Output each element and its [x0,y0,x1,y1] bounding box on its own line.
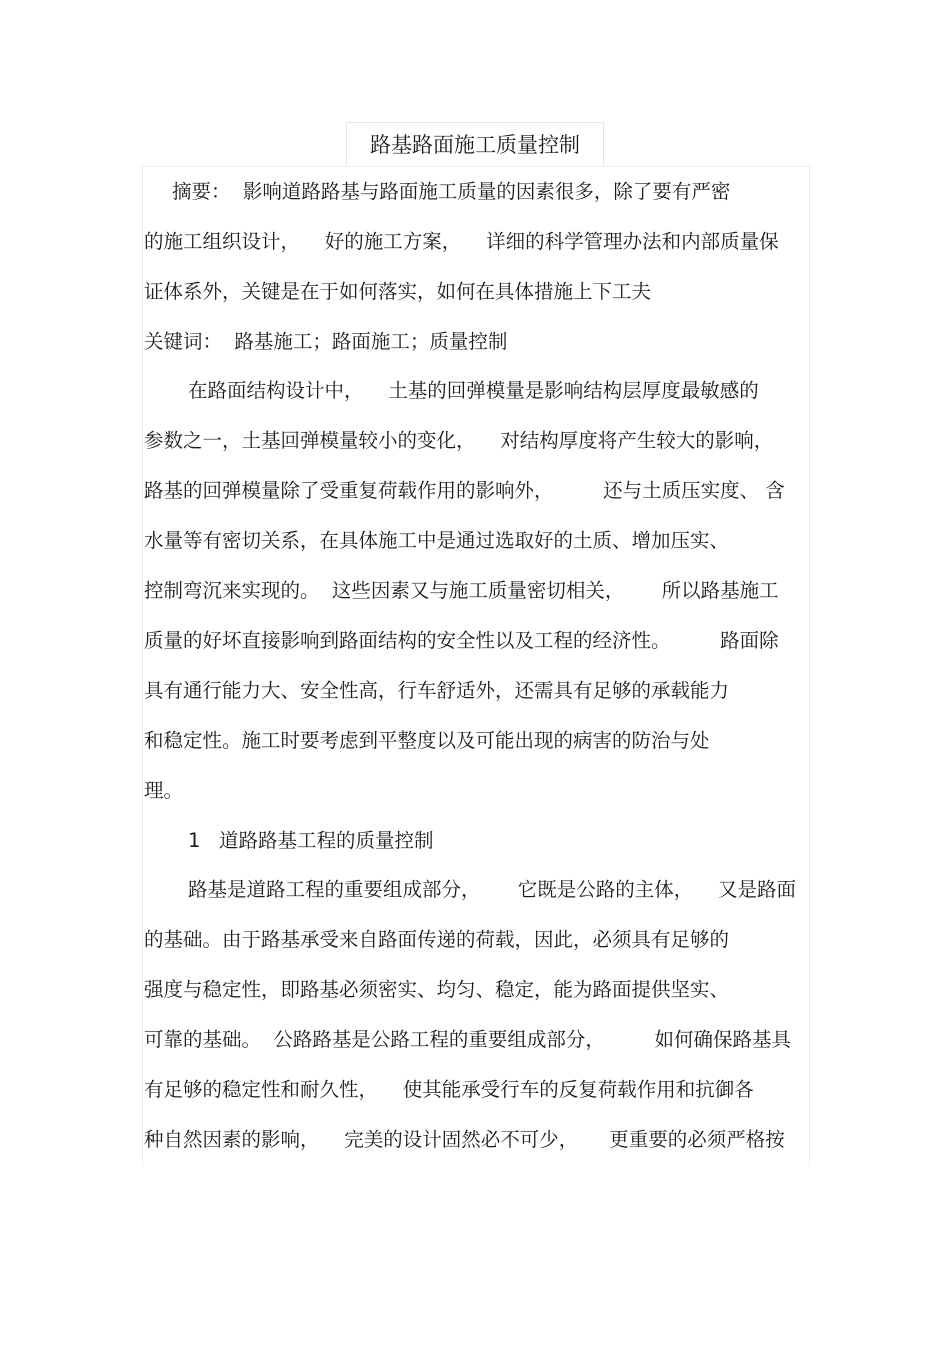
paragraph-line: 控制弯沉来实现的。 这些因素又与施工质量密切相关， 所以路基施工 [144,579,779,602]
abstract-line-3: 证体系外，关键是在于如何落实，如何在具体措施上下工夫 [144,280,652,303]
paragraph-line: 水量等有密切关系，在具体施工中是通过选取好的土质、增加压实、 [144,529,730,552]
section-heading: 1 道路路基工程的质量控制 [188,829,434,852]
paragraph-line: 路基是道路工程的重要组成部分， 它既是公路的主体， 又是路面 [188,878,796,901]
paragraph-line: 和稳定性。施工时要考虑到平整度以及可能出现的病害的防治与处 [144,729,710,752]
keywords-line: 关键词： 路基施工；路面施工；质量控制 [144,330,508,353]
paragraph-line: 参数之一，土基回弹模量较小的变化， 对结构厚度将产生较大的影响， [144,429,774,452]
paragraph-line: 种自然因素的影响， 完美的设计固然必不可少， 更重要的必须严格按 [144,1128,785,1151]
body-frame [142,166,810,1166]
document-title: 路基路面施工质量控制 [370,133,580,157]
paragraph-line: 具有通行能力大、安全性高，行车舒适外，还需具有足够的承载能力 [144,679,730,702]
paragraph-line: 可靠的基础。 公路路基是公路工程的重要组成部分， 如何确保路基具 [144,1028,791,1051]
paragraph-line: 质量的好坏直接影响到路面结构的安全性以及工程的经济性。 路面除 [144,629,779,652]
paragraph-line: 理。 [144,779,184,802]
paragraph-line: 的基础。由于路基承受来自路面传递的荷载，因此，必须具有足够的 [144,928,730,951]
paragraph-line: 强度与稳定性，即路基必须密实、均匀、稳定，能为路面提供坚实、 [144,978,730,1001]
paragraph-line: 有足够的稳定性和耐久性， 使其能承受行车的反复荷载作用和抗御各 [144,1078,754,1101]
abstract-line-2: 的施工组织设计， 好的施工方案， 详细的科学管理办法和内部质量保 [144,230,779,253]
paragraph-line: 路基的回弹模量除了受重复荷载作用的影响外， 还与土质压实度、 含 [144,479,785,502]
paragraph-line: 在路面结构设计中， 土基的回弹模量是影响结构层厚度最敏感的 [188,379,759,402]
abstract-line-1: 摘要： 影响道路路基与路面施工质量的因素很多，除了要有严密 [172,180,731,203]
